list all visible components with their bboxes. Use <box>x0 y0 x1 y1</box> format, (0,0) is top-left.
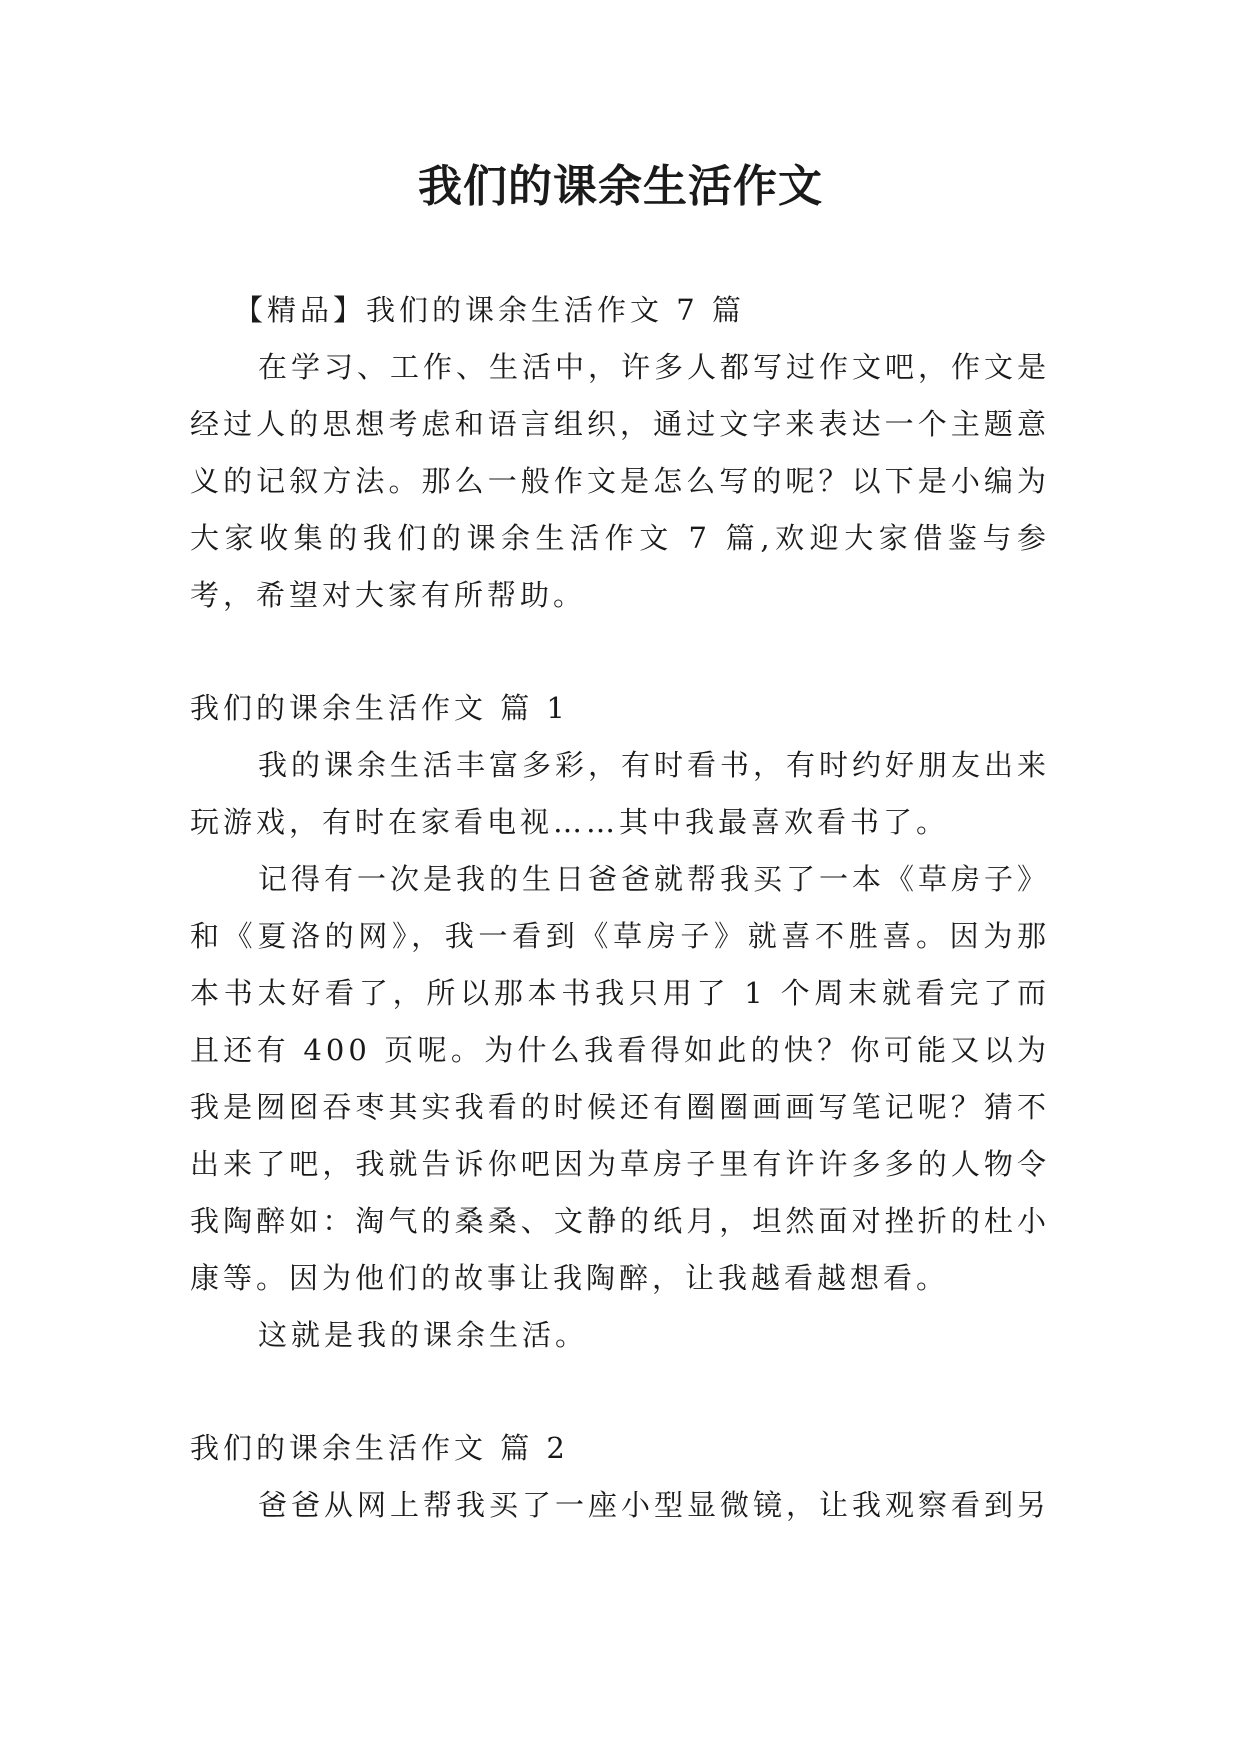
intro-paragraph: 在学习、工作、生活中，许多人都写过作文吧，作文是经过人的思想考虑和语言组织，通过文字来表达一个主题意义的记叙方法。那么一般作文是怎么写的呢？以下是小编为大家收集的我们的课余生活作文 7 篇,欢迎大家借鉴与参考，希望对大家有所帮助。 <box>190 350 1051 612</box>
section-gap <box>190 1364 1050 1420</box>
document-title: 我们的课余生活作文 <box>418 161 823 212</box>
section-2-heading: 我们的课余生活作文 篇 2 <box>190 1431 569 1465</box>
section-1-paragraph: 这就是我的课余生活。 <box>258 1318 589 1352</box>
section-1-paragraph: 记得有一次是我的生日爸爸就帮我买了一本《草房子》和《夏洛的网》，我一看到《草房子》就喜不胜喜。因为那本书太好看了，所以那本书我只用了 1 个周末就看完了而且还有 400 页呢。为什么我看得如此的快？你可能又以为我是囫囵吞枣其实我看的时候还有圈圈画画写笔记呢？猜不出来了吧，我就告诉你吧因为草房子里有许许多多的人物令我陶醉如：淘气的桑桑、文静的纸月，坦然面对挫折的杜小康等。因为他们的故事让我陶醉，让我越看越想看。 <box>190 862 1051 1295</box>
document-subtitle: 【精品】我们的课余生活作文 7 篇 <box>234 293 745 327</box>
section-gap <box>190 624 1050 680</box>
section-2-paragraph: 爸爸从网上帮我买了一座小型显微镜，让我观察看到另 <box>258 1488 1051 1522</box>
section-1-heading: 我们的课余生活作文 篇 1 <box>190 691 569 725</box>
document-body <box>190 282 1050 1534</box>
section-1-paragraph: 我的课余生活丰富多彩，有时看书，有时约好朋友出来玩游戏，有时在家看电视……其中我最喜欢看书了。 <box>190 748 1051 839</box>
